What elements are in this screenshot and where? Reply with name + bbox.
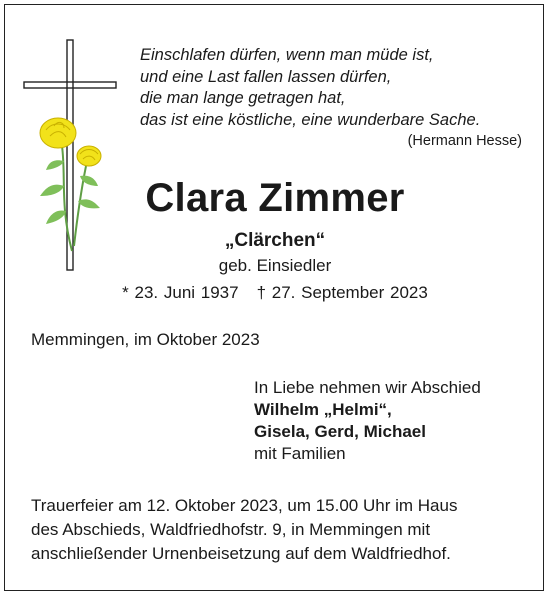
birth-date: * 23. Juni 1937 bbox=[122, 283, 239, 302]
farewell-intro: In Liebe nehmen wir Abschied bbox=[254, 378, 481, 397]
funeral-notice bbox=[31, 494, 457, 566]
deceased-nickname: „Clärchen“ bbox=[224, 230, 326, 251]
mourner-names: Gisela, Gerd, Michael bbox=[254, 422, 426, 441]
poem-line: und eine Last fallen lassen dürfen, bbox=[140, 67, 392, 86]
life-dates bbox=[0, 283, 550, 303]
poem bbox=[140, 45, 530, 131]
mourners-block bbox=[254, 377, 481, 465]
poem-line: das ist eine köstliche, eine wunderbare Sache. bbox=[140, 110, 481, 129]
place-and-date: Memmingen, im Oktober 2023 bbox=[31, 330, 260, 349]
mourner-names: Wilhelm „Helmi“, bbox=[254, 400, 392, 419]
death-date: † 27. September 2023 bbox=[256, 283, 428, 302]
poem-author: (Hermann Hesse) bbox=[407, 133, 522, 149]
poem-line: Einschlafen dürfen, wenn man müde ist, bbox=[140, 46, 434, 64]
mourner-suffix: mit Familien bbox=[254, 444, 346, 463]
funeral-line: anschließender Urnenbeisetzung auf dem Waldfriedhof. bbox=[31, 544, 451, 563]
birth-name: geb. Einsiedler bbox=[218, 256, 332, 275]
funeral-line: des Abschieds, Waldfriedhofstr. 9, in Memmingen mit bbox=[31, 520, 431, 539]
funeral-line: Trauerfeier am 12. Oktober 2023, um 15.00 Uhr im Haus bbox=[31, 496, 458, 515]
poem-line: die man lange getragen hat, bbox=[140, 89, 346, 107]
deceased-name: Clara Zimmer bbox=[145, 176, 405, 220]
